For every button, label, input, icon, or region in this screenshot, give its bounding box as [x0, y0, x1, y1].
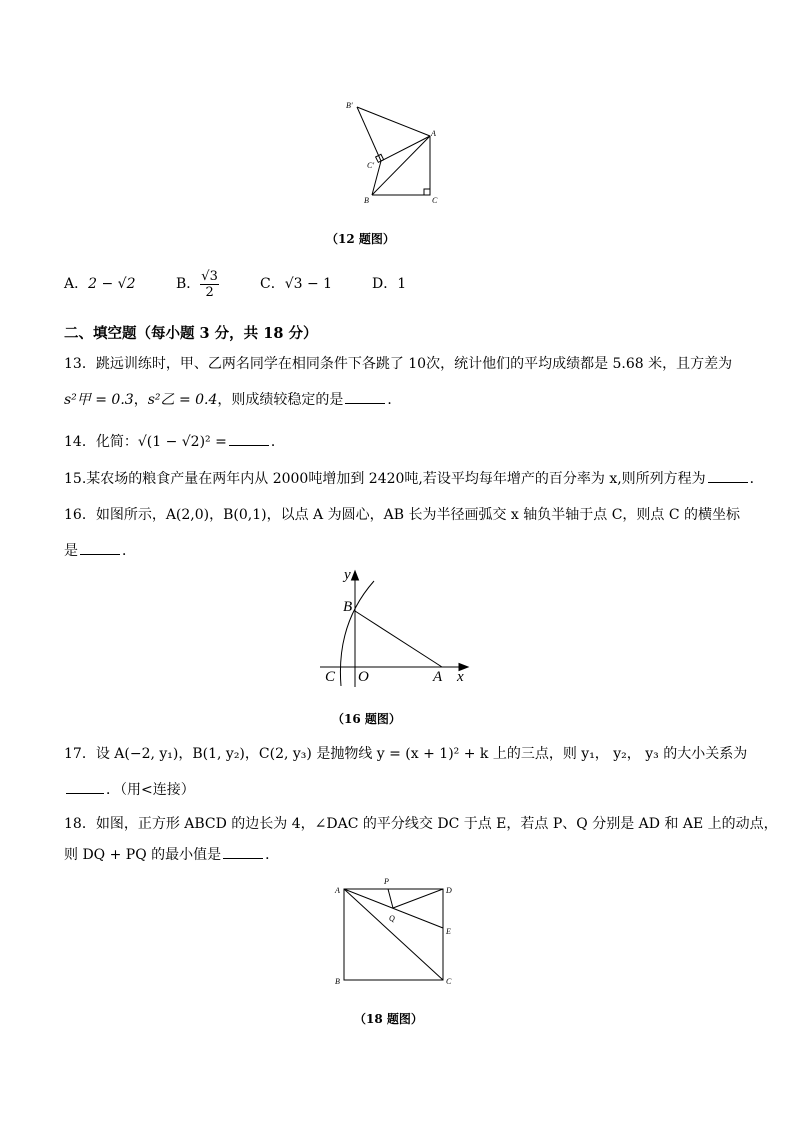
label-a: A	[335, 886, 340, 895]
q14-expression: √(1 − √2)² =	[137, 434, 227, 450]
diagonal-ac	[344, 889, 443, 980]
q17-line2: ．（用<连接）	[64, 779, 195, 800]
label-c: C	[432, 196, 438, 205]
figure-12	[340, 95, 450, 210]
q16-line2: 是 ．	[64, 540, 136, 561]
figure-16	[316, 564, 476, 689]
label-a: A	[431, 129, 436, 138]
label-y: y	[344, 567, 351, 583]
answer-blank-13[interactable]	[345, 389, 385, 404]
answer-blank-14[interactable]	[229, 431, 269, 446]
q15: 15.某农场的粮食产量在两年内从 2000吨增加到 2420吨,若设平均每年增产的百分率为 x,则所列方程为 ．	[64, 468, 764, 489]
right-angle-mark-c	[424, 189, 430, 195]
answer-blank-17[interactable]	[66, 779, 104, 794]
answer-blank-16[interactable]	[80, 540, 120, 555]
q18-line2: 则 DQ + PQ 的最小值是 ．	[64, 844, 279, 865]
figure-18-caption: （18 题图）	[354, 1012, 423, 1026]
q13-line1: 13．跳远训练时，甲、乙两名同学在相同条件下各跳了 10次，统计他们的平均成绩都是 5.68 米，且方差为	[64, 356, 733, 372]
y-axis-arrow	[352, 571, 359, 580]
variance-jia: s²甲 = 0.3	[64, 392, 134, 408]
label-q: Q	[389, 914, 395, 923]
figure-18	[326, 872, 466, 992]
label-b: B	[364, 196, 369, 205]
label-cprime: C′	[367, 161, 375, 170]
option-c: C．√3 − 1	[260, 276, 333, 292]
option-b: B． $\frac{√3}{2}$	[176, 268, 218, 300]
label-p: P	[384, 877, 389, 886]
figure-12-caption: （12 题图）	[326, 232, 395, 246]
q14: 14．化简：√(1 − √2)² = ．	[64, 431, 285, 452]
answer-blank-15[interactable]	[708, 468, 748, 483]
segment-b-a	[372, 136, 430, 195]
q13-line2: s²甲 = 0.3，s²乙 = 0.4，则成绩较稳定的是 ．	[64, 389, 401, 410]
answer-blank-18[interactable]	[223, 844, 263, 859]
segment-dq	[393, 889, 443, 908]
label-e: E	[446, 927, 451, 936]
label-x: x	[457, 669, 464, 685]
q12-options	[64, 266, 406, 302]
label-c: C	[325, 669, 336, 685]
variance-yi: s²乙 = 0.4	[147, 392, 218, 408]
q17-line1: 17．设 A(−2, y₁)，B(1, y₂)，C(2, y₃) 是抛物线 y = (x + 1)² + k 上的三点，则 y₁， y₂， y₃ 的大小关系为	[64, 746, 748, 762]
q18-line1: 18．如图，正方形 ABCD 的边长为 4，∠DAC 的平分线交 DC 于点 E，若点 P、Q 分别是 AD 和 AE 上的动点，	[64, 816, 778, 832]
label-b: B	[343, 599, 353, 615]
label-b: B	[335, 977, 340, 986]
figure-16-caption: （16 题图）	[332, 712, 401, 726]
label-o: O	[358, 669, 369, 685]
option-d: D．1	[372, 276, 407, 292]
option-a: A．2 − √2	[64, 276, 136, 292]
segment-cprime-a	[381, 136, 430, 161]
label-bprime: B′	[346, 101, 353, 110]
label-a: A	[433, 669, 443, 685]
label-d: D	[446, 886, 452, 895]
q16-line1: 16．如图所示，A(2,0)，B(0,1)，以点 A 为圆心，AB 长为半径画弧交 x 轴负半轴于点 C，则点 C 的横坐标	[64, 507, 741, 523]
section-2-title: 二、填空题（每小题 3 分，共 18 分）	[64, 325, 318, 342]
segment-b-a	[355, 611, 442, 667]
label-c: C	[446, 977, 452, 986]
segment-pq	[388, 889, 393, 908]
